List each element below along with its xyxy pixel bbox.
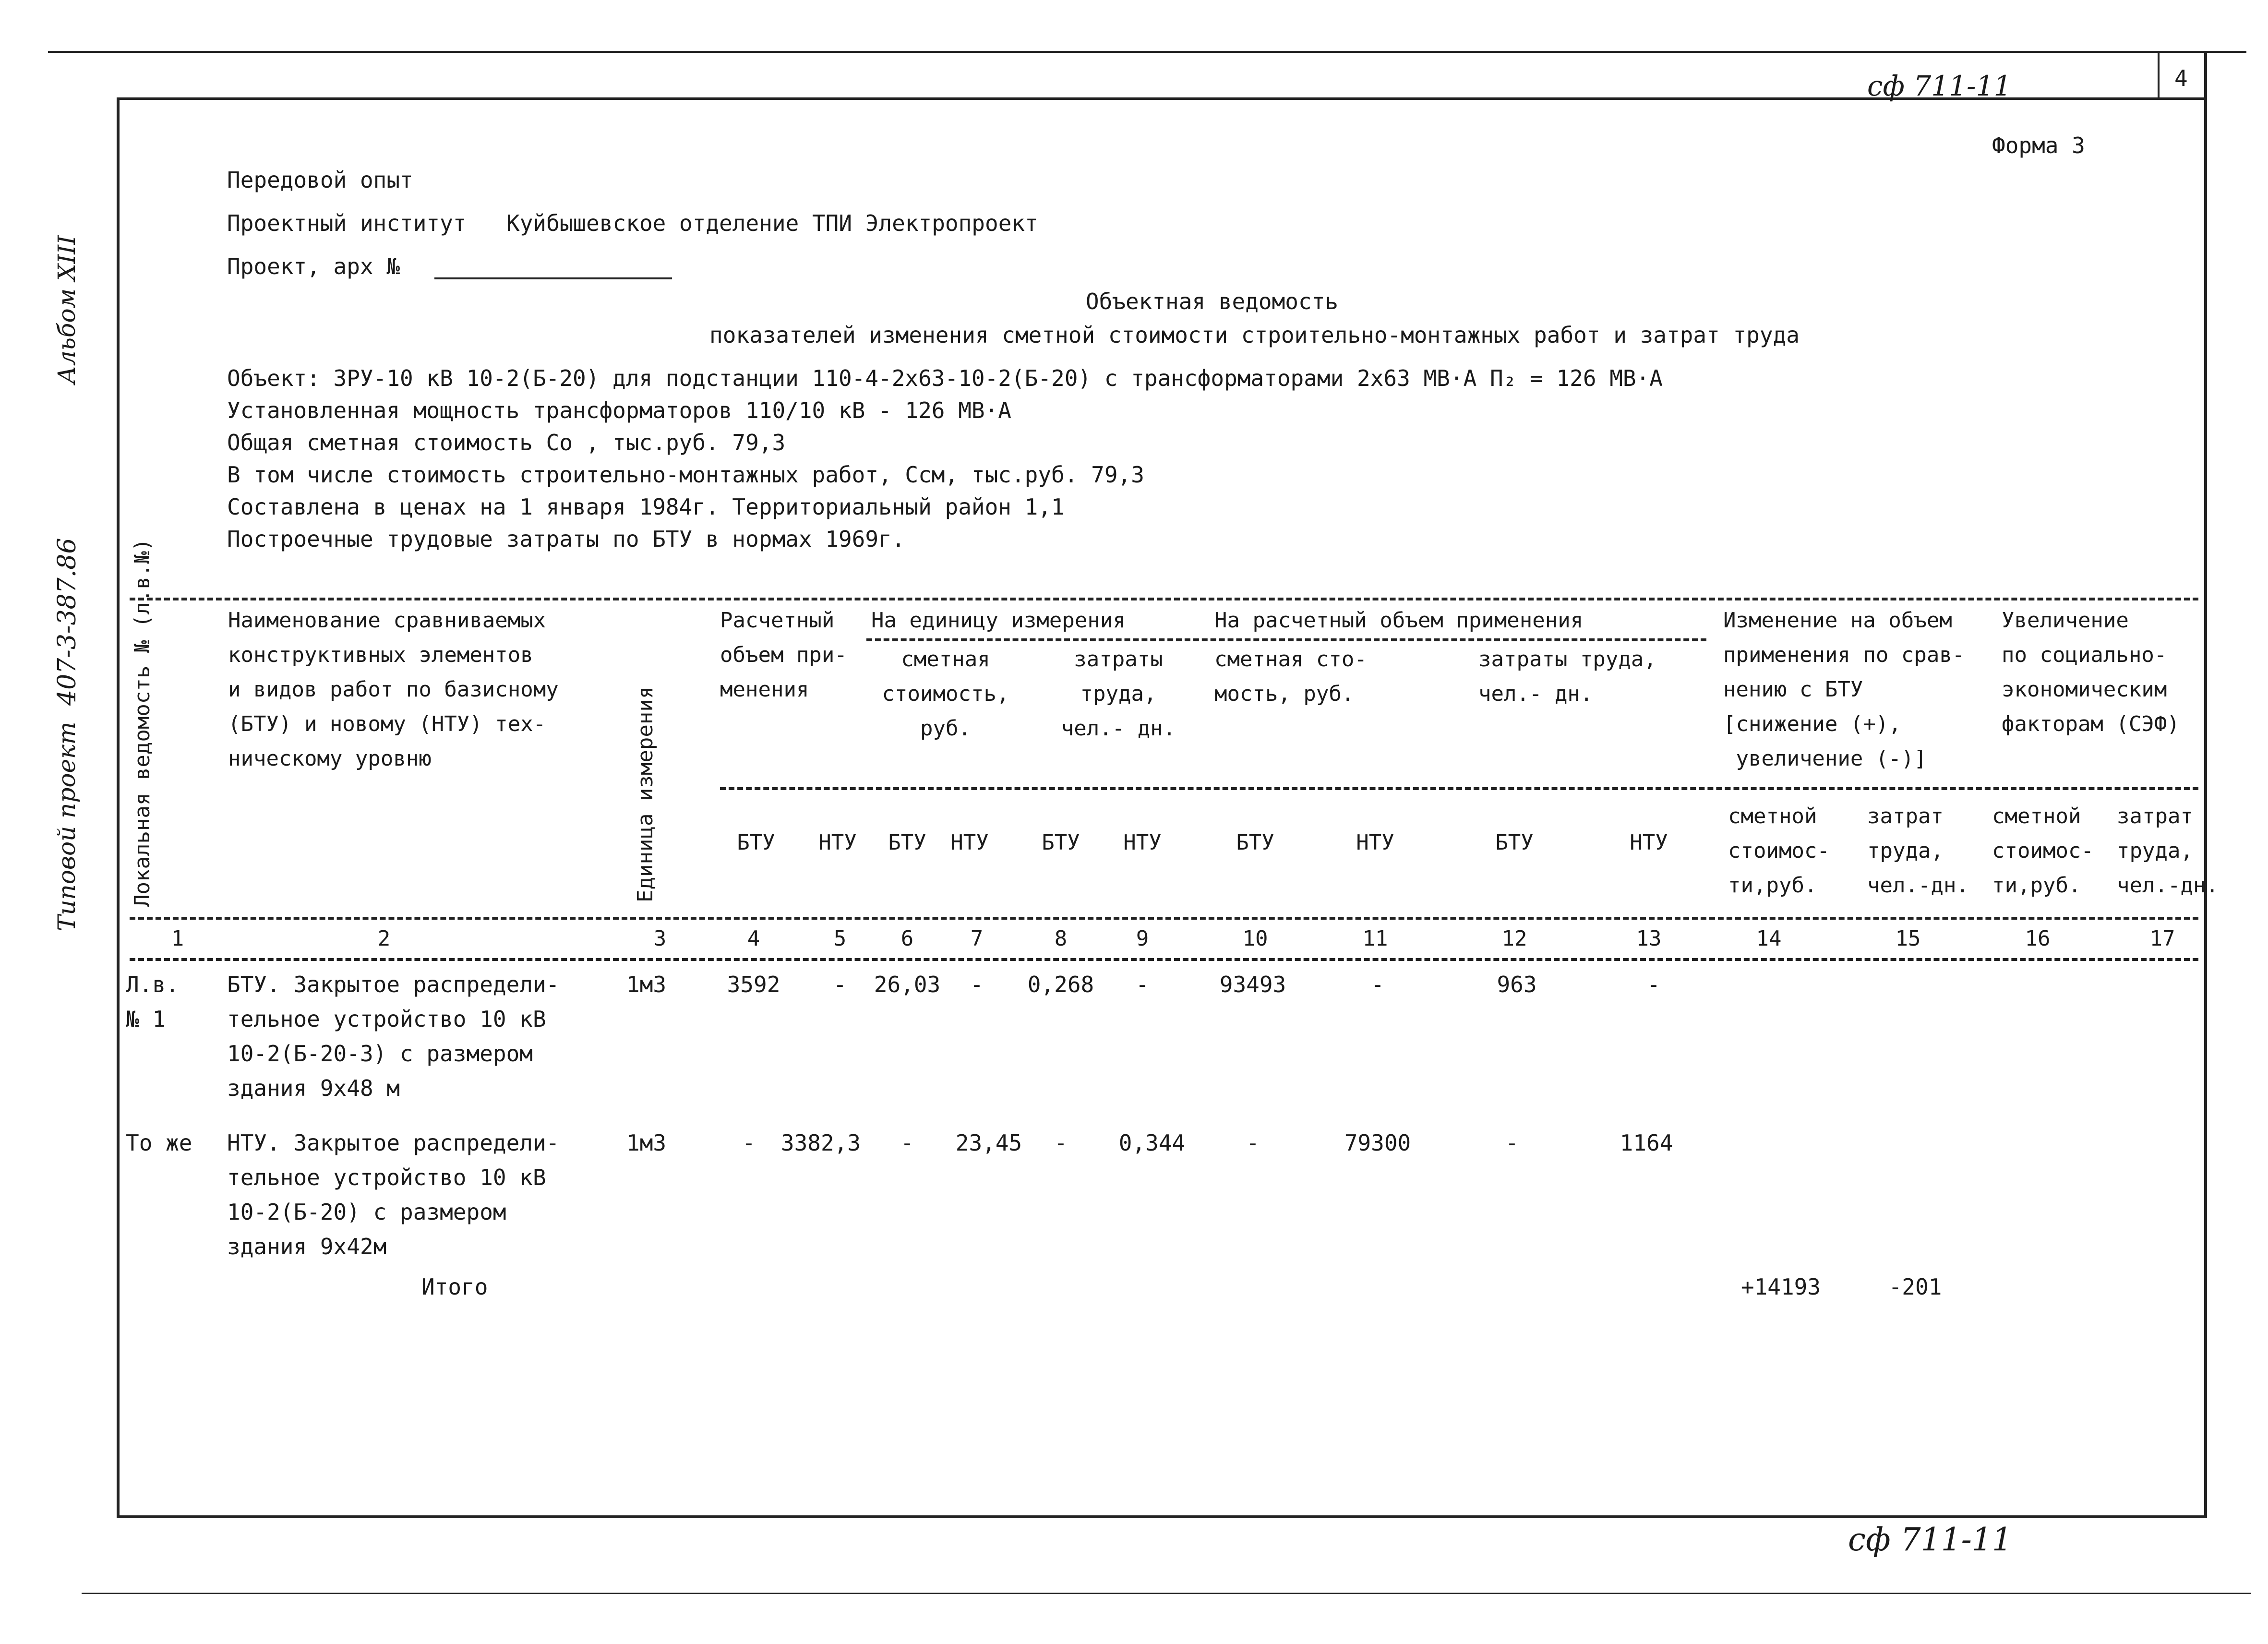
frame-left	[117, 97, 120, 1518]
row2-c8: -	[1054, 1130, 1068, 1156]
labor-norms-line: Построечные трудовые затраты по БТУ в нормах 1969г.	[227, 526, 905, 552]
header-unit: Единица измерения	[633, 686, 658, 902]
colnum-7: 7	[970, 926, 984, 951]
colnum-6: 6	[900, 926, 914, 951]
header-local-sheet: Локальная ведомость № (л.в.№)	[130, 538, 155, 907]
table-top-rule	[130, 598, 2198, 600]
institute-value: Куйбышевское отделение ТПИ Электропроект	[506, 210, 1038, 236]
header-per-unit-labor: затраты труда, чел.- дн.	[1061, 647, 1176, 741]
row2-sheet: То же	[126, 1130, 192, 1156]
sub-inc-cost: сметной стоимос- ти,руб.	[1992, 804, 2094, 898]
colnum-3: 3	[653, 926, 667, 951]
doc-code-top: сф 711-11	[1867, 70, 2012, 102]
row1-c12: 963	[1497, 972, 1537, 997]
row1-c6: 26,03	[874, 972, 941, 997]
institute-label: Проектный институт	[227, 210, 467, 236]
sub-btu-10: БТУ	[1236, 830, 1274, 855]
top-rule	[48, 51, 2246, 53]
sub-inc-labor: затрат труда, чел.-дн.	[2117, 804, 2219, 898]
row2-c4: -	[742, 1130, 756, 1156]
row1-c10: 93493	[1219, 972, 1286, 997]
colnum-10: 10	[1242, 926, 1268, 951]
total-change-cost: +14193	[1740, 1274, 1821, 1300]
colnum-8: 8	[1054, 926, 1068, 951]
row1-c8: 0,268	[1027, 972, 1094, 997]
row1-c13: -	[1647, 972, 1660, 997]
header-calc-volume: Расчетный объем при- менения	[720, 608, 847, 702]
project-label: Проект, арх №	[227, 253, 400, 279]
header-per-volume: На расчетный объем применения	[1214, 608, 1584, 633]
header-per-unit-cost: сметная стоимость, руб.	[882, 647, 1009, 741]
header-name: Наименование сравниваемых конструктивных элементов и видов работ по базисному (БТУ) и новому (НТУ) тех- ническому уровню	[228, 608, 559, 771]
row1-unit: 1м3	[626, 972, 667, 997]
sub-change-cost: сметной стоимос- ти,руб.	[1728, 804, 1830, 898]
colnum-13: 13	[1636, 926, 1662, 951]
row1-c4: 3592	[727, 972, 780, 997]
side-project-prefix: Типовой проект	[53, 721, 81, 931]
subheader-rule	[720, 787, 2198, 790]
header-increase: Увеличение по социально- экономическим факторам (СЭФ)	[2002, 608, 2180, 736]
row2-c9: 0,344	[1118, 1130, 1186, 1156]
sub-ntu-7: НТУ	[950, 830, 989, 855]
numbers-bottom-rule	[130, 958, 2198, 961]
prices-line: Составлена в ценах на 1 января 1984г. Территориальный район 1,1	[227, 494, 1065, 520]
page-number: 4	[2174, 65, 2188, 91]
row1-c5: -	[833, 972, 847, 997]
row2-unit: 1м3	[626, 1130, 667, 1156]
sub-btu-6: БТУ	[888, 830, 926, 855]
colnum-17: 17	[2149, 926, 2175, 951]
colnum-4: 4	[747, 926, 760, 951]
row2-name: НТУ. Закрытое распредели- тельное устройство 10 кВ 10-2(Б-20) с размером здания 9х42м	[227, 1130, 560, 1260]
total-cost-line: Общая сметная стоимость Со , тыс.руб. 79,3	[227, 430, 786, 456]
sub-ntu-9: НТУ	[1123, 830, 1162, 855]
sub-btu-8: БТУ	[1042, 830, 1080, 855]
per-unit-subrule	[866, 638, 1706, 641]
row1-c9: -	[1136, 972, 1149, 997]
sub-change-labor: затрат труда, чел.-дн.	[1867, 804, 1969, 898]
smr-cost-line: В том числе стоимость строительно-монтажных работ, Ссм, тыс.руб. 79,3	[227, 462, 1144, 488]
row1-sheet: Л.в. № 1	[126, 972, 179, 1032]
side-album: Альбом XIII	[53, 235, 81, 384]
header-line1: Передовой опыт	[227, 167, 413, 193]
colnum-16: 16	[2025, 926, 2051, 951]
row1-c11: -	[1371, 972, 1384, 997]
colnum-9: 9	[1136, 926, 1149, 951]
title-line2: показателей изменения сметной стоимости строительно-монтажных работ и затрат труда	[709, 322, 1800, 348]
row1-name: БТУ. Закрытое распредели- тельное устройство 10 кВ 10-2(Б-20-3) с размером здания 9х48 м	[227, 972, 560, 1101]
row2-c6: -	[900, 1130, 914, 1156]
colnum-1: 1	[171, 926, 184, 951]
row2-c12: -	[1505, 1130, 1519, 1156]
bottom-rule	[82, 1593, 2251, 1594]
row2-c7: 23,45	[955, 1130, 1022, 1156]
colnum-12: 12	[1501, 926, 1527, 951]
power-line: Установленная мощность трансформаторов 110/10 кВ - 126 МВ·А	[227, 397, 1011, 423]
sub-btu-4: БТУ	[737, 830, 775, 855]
row2-c11: 79300	[1344, 1130, 1411, 1156]
doc-code-bottom: сф 711-11	[1848, 1521, 2012, 1558]
colnum-11: 11	[1362, 926, 1388, 951]
sub-btu-12: БТУ	[1495, 830, 1534, 855]
page-number-divider	[2158, 51, 2160, 99]
colnum-14: 14	[1756, 926, 1782, 951]
colnum-5: 5	[833, 926, 847, 951]
sub-ntu-11: НТУ	[1356, 830, 1394, 855]
header-per-volume-labor: затраты труда, чел.- дн.	[1478, 647, 1656, 706]
object-line: Объект: ЗРУ-10 кВ 10-2(Б-20) для подстанции 110-4-2х63-10-2(Б-20) с трансформаторами 2х63 МВ·А П₂ = 126 МВ·А	[227, 365, 1663, 391]
row2-c13: 1164	[1620, 1130, 1673, 1156]
colnum-2: 2	[377, 926, 391, 951]
colnum-15: 15	[1895, 926, 1921, 951]
header-change: Изменение на объем применения по срав- нению с БТУ [снижение (+), увеличение (-)]	[1723, 608, 1965, 771]
total-change-labor: -201	[1888, 1274, 1942, 1300]
total-label: Итого	[421, 1274, 488, 1300]
row2-c5: 3382,3	[780, 1130, 861, 1156]
form-label: Форма 3	[1992, 132, 2085, 158]
sub-ntu-13: НТУ	[1630, 830, 1668, 855]
row2-c10: -	[1246, 1130, 1260, 1156]
frame-bottom	[117, 1515, 2207, 1518]
frame-right	[2204, 53, 2207, 1518]
header-per-unit: На единицу измерения	[871, 608, 1126, 633]
numbers-top-rule	[130, 917, 2198, 920]
title-line1: Объектная ведомость	[1085, 288, 1339, 314]
side-project-number: 407-3-387.86	[53, 538, 82, 706]
project-blank-line	[434, 277, 672, 279]
sub-ntu-5: НТУ	[818, 830, 857, 855]
header-per-volume-cost: сметная сто- мость, руб.	[1214, 647, 1367, 706]
row1-c7: -	[970, 972, 984, 997]
